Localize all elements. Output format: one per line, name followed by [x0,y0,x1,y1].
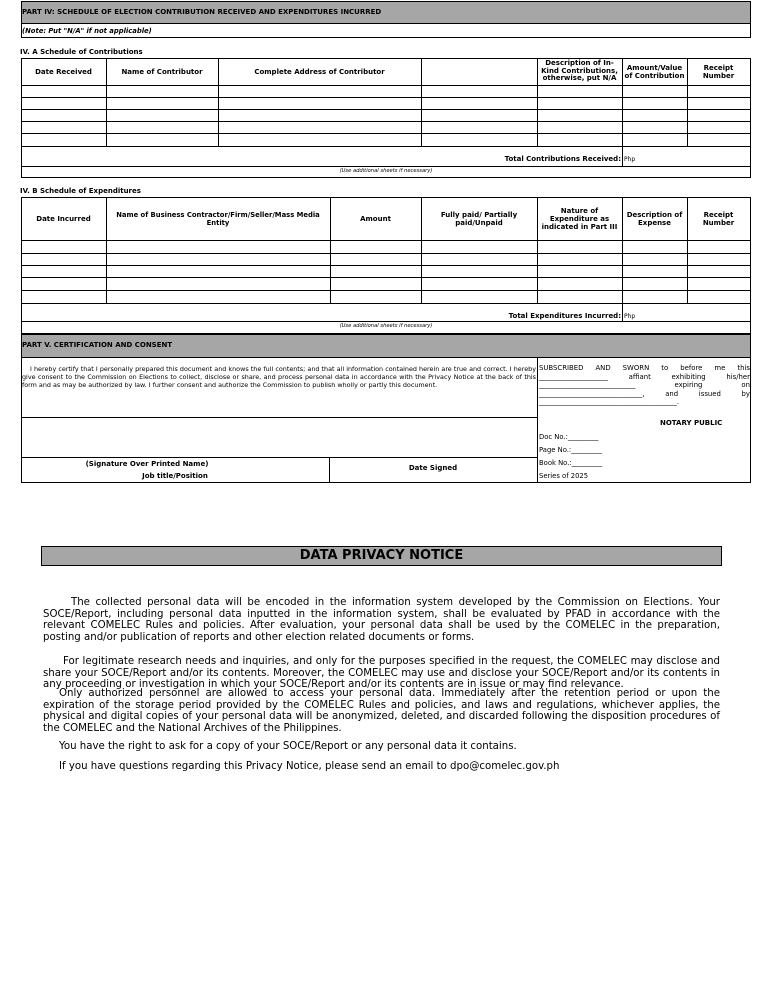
page-no-field: Page No.:_________ [539,446,602,454]
notary-public-label: NOTARY PUBLIC [660,419,723,427]
exp-col-description: Description of Expense [626,210,683,227]
book-no-field: Book No.:_________ [539,459,603,467]
privacy-paragraph-5: If you have questions regarding this Privacy Notice, please send an email to dpo@comelec.gov.ph [59,761,560,772]
privacy-paragraph-4: You have the right to ask for a copy of your SOCE/Report or any personal data it contains. [59,741,517,752]
contrib-col-date-received: Date Received [35,67,92,76]
series-field: Series of 2025 [539,472,589,480]
part4-title: PART IV: SCHEDULE OF ELECTION CONTRIBUTION RECEIVED AND EXPENDITURES INCURRED [22,8,382,16]
total-expenditures-label: Total Expenditures Incurred: [508,312,621,320]
part5-title: PART V. CERTIFICATION AND CONSENT [22,341,173,349]
subscribed-sworn-text: SUBSCRIBED AND SWORN to before me this ____________________ affiant exhibiting his/her ____________________________ expiring on ______________________________, and issued by ________________________________________. [539,364,750,407]
contrib-col-contributor-name: Name of Contributor [121,67,203,76]
privacy-title: DATA PRIVACY NOTICE [299,548,464,563]
total-contributions-label: Total Contributions Received: [504,155,621,163]
privacy-paragraph-3: Only authorized personnel are allowed to access your personal data. Immediately after the retention period or upon the expiration of the storage period provided by the COMELEC Rules and policies, and laws and regulations, whichever applies, the physical and digital copies of your personal data will be anonymized, deleted, and discarded following the disposition procedures of the COMELEC and the National Archives of the Philippines. [43,688,720,734]
exp-col-amount: Amount [360,214,391,223]
contrib-col-in-kind: Description of In-Kind Contributions, otherwise, put N/A [541,59,618,83]
contrib-col-address: Complete Address of Contributor [254,67,385,76]
doc-no-field: Doc No.:_________ [539,433,599,441]
exp-col-receipt: Receipt Number [702,210,735,227]
exp-col-nature: Nature of Expenditure as indicated in Part III [541,206,618,231]
contributions-title: IV. A Schedule of Contributions [20,48,143,56]
contrib-col-receipt: Receipt Number [702,63,735,80]
contrib-col-blank [421,58,537,85]
exp-col-business-name: Name of Business Contractor/Firm/Seller/Mass Media Entity [116,210,320,227]
privacy-paragraph-2: For legitimate research needs and inquiries, and only for the purposes specified in the request, the COMELEC may disclose and share your SOCE/Report and/or its contents. Moreover, the COMELEC may use and disclose your SOCE/Report and/or its contents in any proceeding or investigation in which your SOCE/Report and/or its contents are in issue or may find relevance. [43,656,720,691]
certification-text: I hereby certify that I personally prepared this document and knows the full contents; and that all information contained herein are true and correct. I hereby give consent to the Commission on Elections to collect, disclose or share, and process personal data in accordance with the Privacy Notice at the back of this form and as may be authorized by law. I further consent and authorize the Commission to publish wholly or partly this document. [22,365,536,389]
contrib-col-amount: Amount/Value of Contribution [624,63,685,80]
part4-note: (Note: Put "N/A" if not applicable) [22,27,152,35]
expenditures-title: IV. B Schedule of Expenditures [20,187,141,195]
signature-label: (Signature Over Printed Name) [85,460,209,468]
exp-col-payment-status: Fully paid/ Partially paid/Unpaid [440,210,518,227]
total-contributions-currency: Php [624,156,636,163]
job-title-label: Job title/Position [142,472,208,480]
exp-col-date-incurred: Date Incurred [36,214,91,223]
date-signed-label: Date Signed [408,464,458,472]
contributions-sheets-note: (Use additional sheets if necessary) [339,168,433,174]
total-expenditures-currency: Php [624,313,636,320]
privacy-paragraph-1: The collected personal data will be encoded in the information system developed by the Commission on Elections. Your SOCE/Report, including personal data inputted in the information system, shall be evaluated by PFAD in accordance with the relevant COMELEC Rules and policies. After evaluation, your personal data shall be used by the COMELEC in the preparation, posting and/or publication of reports and other election related documents or forms. [43,597,720,643]
expenditures-sheets-note: (Use additional sheets if necessary) [339,323,433,329]
